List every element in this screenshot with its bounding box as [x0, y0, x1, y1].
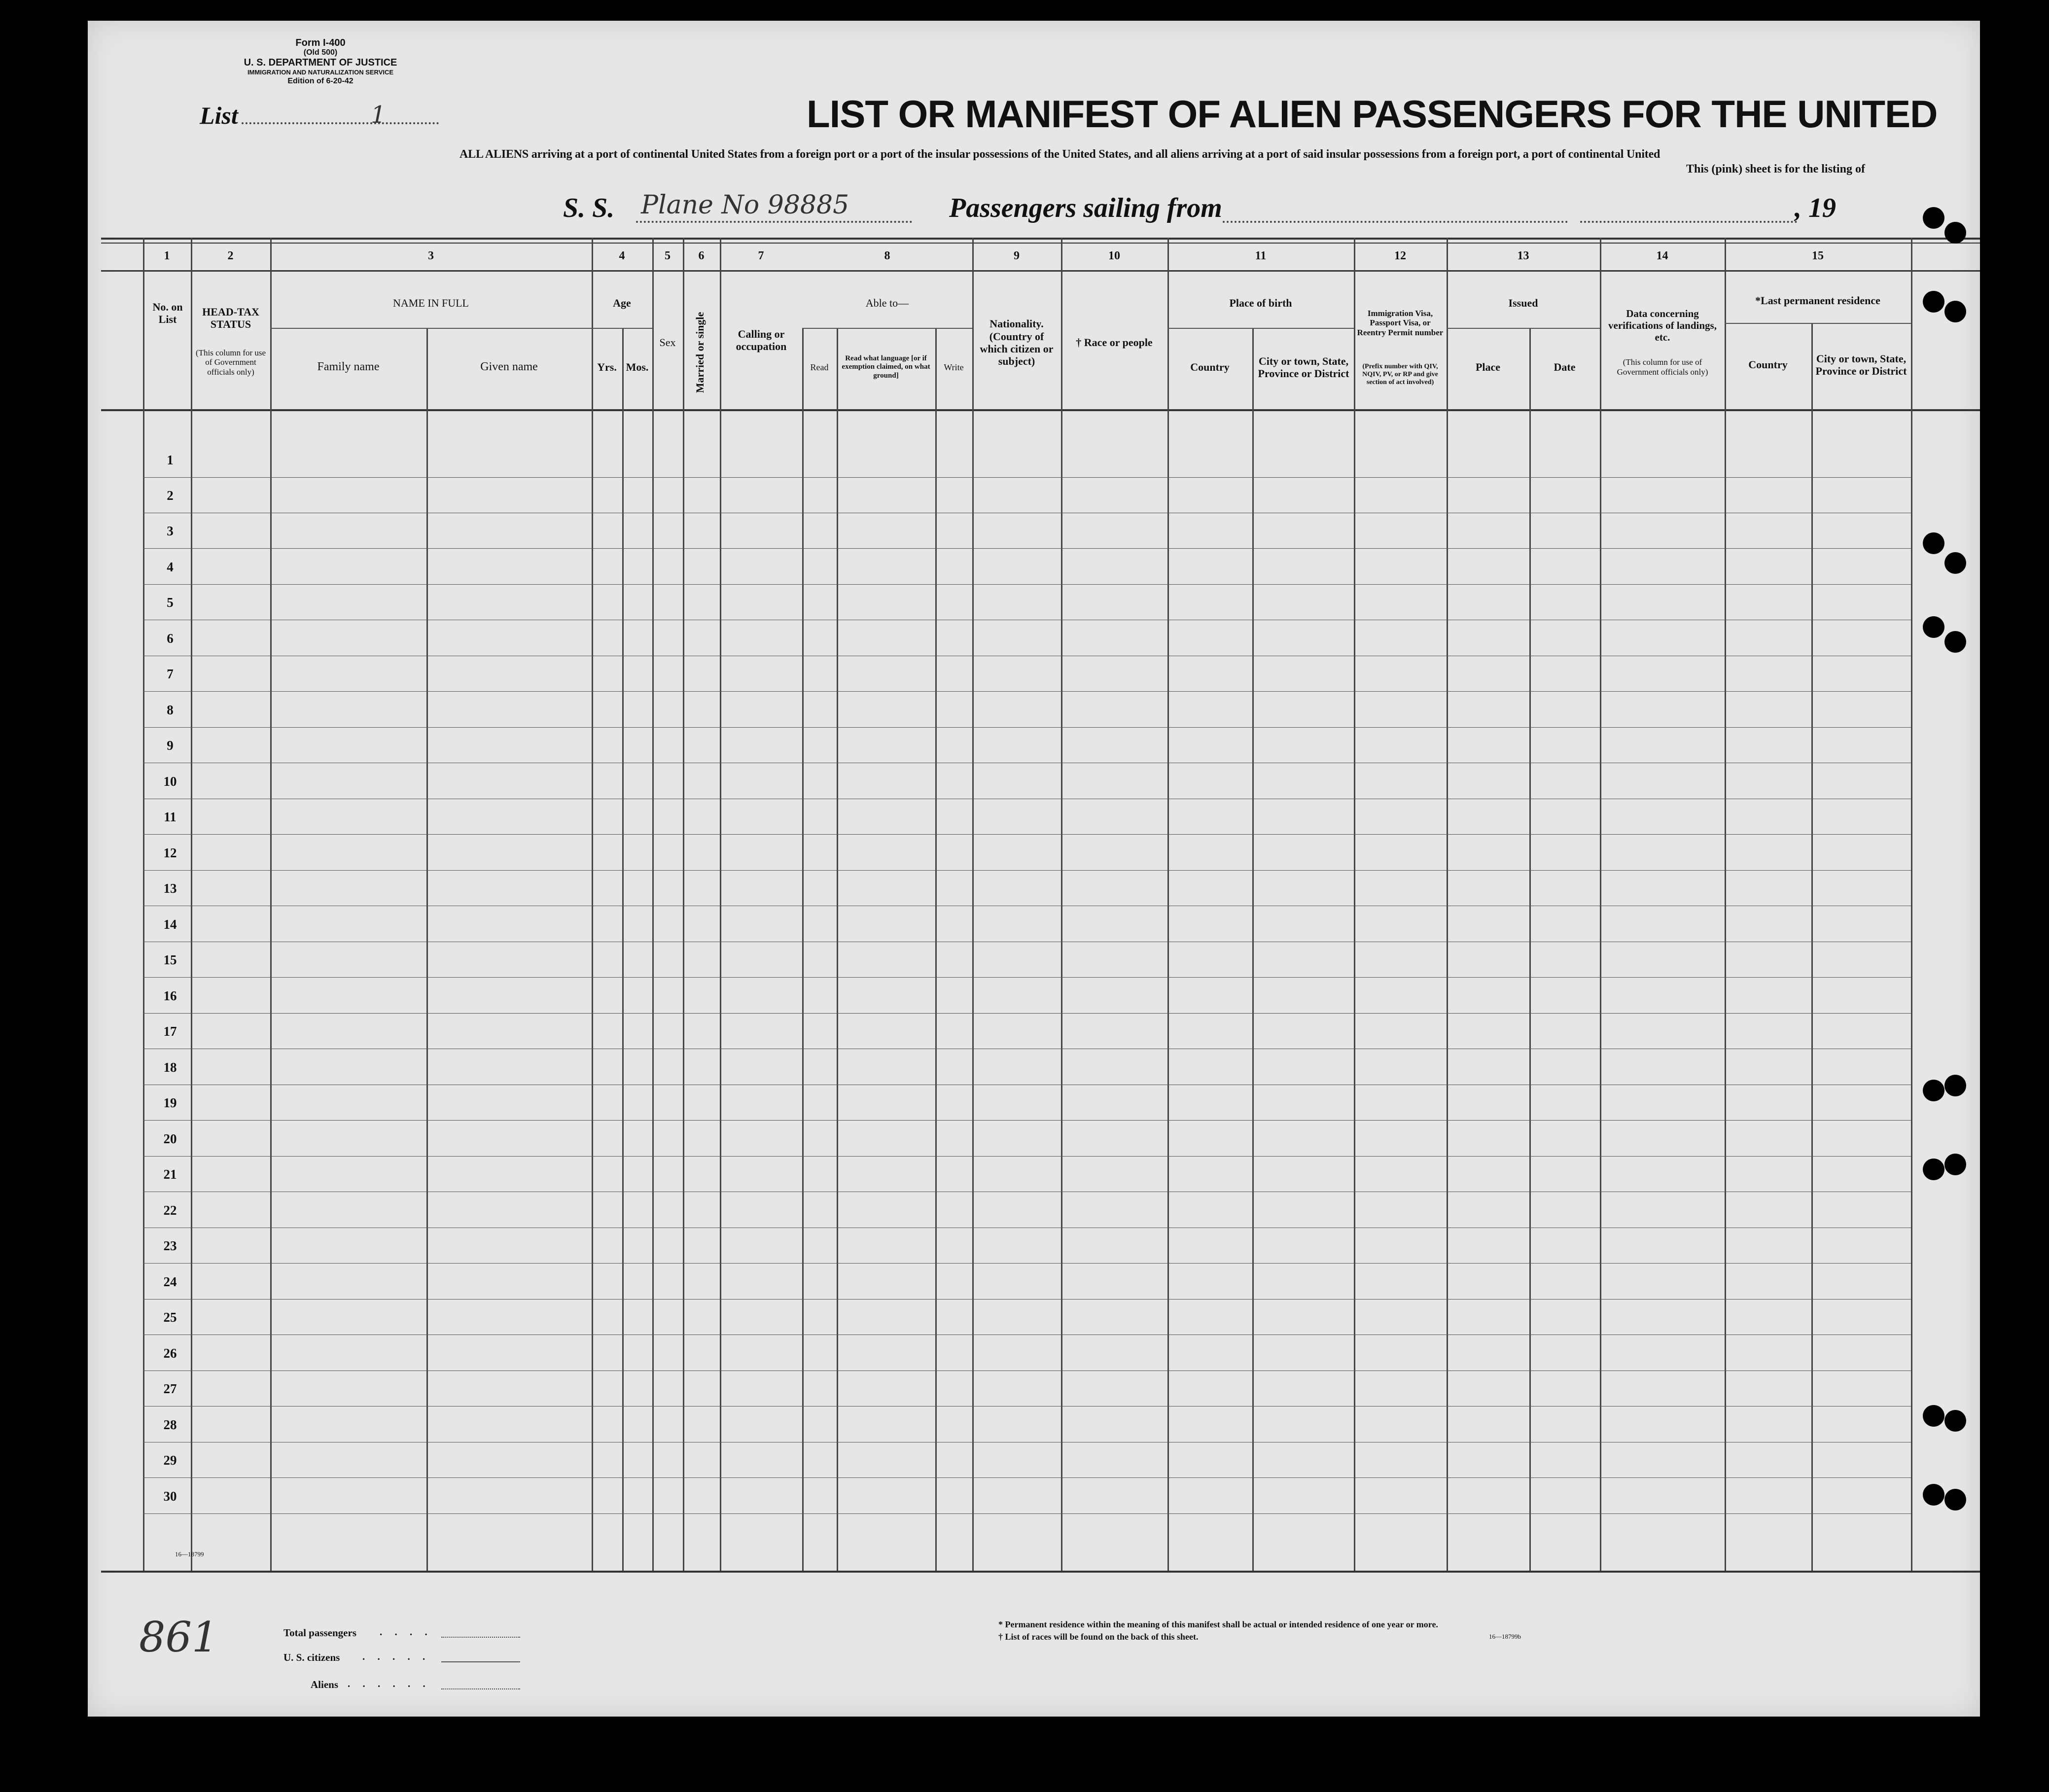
table-top-rule — [101, 238, 1980, 240]
column-number: 9 — [1014, 249, 1020, 262]
row-number: 28 — [163, 1417, 177, 1432]
us-citizens-field — [441, 1661, 520, 1662]
header-visa: Immigration Visa, Passport Visa, or Reentry Permit number — [1357, 308, 1444, 337]
punch-hole — [1944, 552, 1966, 574]
ss-value: Plane No 98885 — [641, 190, 849, 220]
header-place-of-birth: Place of birth — [1229, 297, 1292, 310]
header-read: Read — [810, 362, 829, 372]
header-last-residence: *Last permanent residence — [1755, 294, 1880, 307]
us-citizens-label: U. S. citizens — [283, 1651, 340, 1663]
sailing-from-field-line — [1223, 221, 1568, 223]
punch-hole — [1923, 1159, 1944, 1180]
print-code: 16—18799 — [175, 1550, 204, 1558]
column-number: 15 — [1812, 249, 1824, 262]
header-bottom-rule — [101, 409, 1980, 411]
row-number: 5 — [167, 595, 174, 610]
aliens-label: Aliens — [311, 1679, 339, 1690]
subtitle-line-1: ALL ALIENS arriving at a port of continental United States from a foreign port or a port of the insular possessions of the United States, and all aliens arriving at a port of said insular possessions from a foreign port, a port of continental United — [459, 148, 1660, 161]
header-yrs: Yrs. — [597, 361, 617, 374]
row-rule — [143, 1299, 1911, 1300]
row-number: 8 — [167, 703, 174, 717]
footnote-permanent-residence: * Permanent residence within the meaning of this manifest shall be actual or intended residence of one year or more. — [998, 1619, 1438, 1629]
header-family-name: Family name — [317, 360, 380, 374]
row-rule — [143, 870, 1911, 871]
header-race-or-people: † Race or people — [1076, 336, 1153, 349]
col-rule — [802, 328, 804, 1571]
row-number: 13 — [163, 881, 177, 896]
aliens-field — [441, 1688, 520, 1689]
header-residence-country: Country — [1748, 358, 1788, 371]
dot-leader: . . . . . . — [348, 1678, 430, 1689]
row-rule — [143, 584, 1911, 585]
punch-hole — [1923, 532, 1944, 554]
list-field-line — [242, 122, 439, 124]
row-number: 25 — [163, 1310, 177, 1325]
col-rule — [1529, 328, 1531, 1571]
year-label: , 19 — [1795, 193, 1836, 223]
form-old-number: (Old 500) — [303, 48, 338, 57]
col-rule — [935, 328, 937, 1571]
total-passengers-field — [441, 1637, 520, 1638]
col-rule — [1811, 323, 1813, 1571]
row-rule — [143, 548, 1911, 549]
row-number: 29 — [163, 1453, 177, 1468]
header-birth-city: City or town, State, Province or District — [1258, 354, 1349, 380]
header-write: Write — [944, 362, 964, 372]
header-married-or-single: Married or single — [694, 312, 707, 393]
header-mos: Mos. — [626, 361, 649, 374]
punch-hole — [1944, 1410, 1966, 1432]
header-able-to: Able to— — [865, 297, 909, 310]
footnote-races: † List of races will be found on the back of this sheet. — [998, 1632, 1199, 1642]
row-rule — [143, 1477, 1911, 1478]
row-number: 11 — [164, 809, 177, 824]
punch-hole — [1923, 207, 1944, 229]
column-number: 3 — [428, 249, 434, 262]
subheader-rule — [592, 328, 652, 329]
punch-hole — [1944, 222, 1966, 244]
header-nationality: Nationality. (Country of which citizen or subject) — [980, 317, 1054, 368]
punch-hole — [1923, 1080, 1944, 1101]
row-number: 26 — [163, 1346, 177, 1361]
column-number: 7 — [758, 249, 764, 262]
column-number: 2 — [227, 249, 234, 262]
column-number: 12 — [1394, 249, 1406, 262]
row-number: 10 — [163, 774, 177, 789]
column-number: 8 — [884, 249, 890, 262]
row-number: 24 — [163, 1274, 177, 1289]
row-number: 1 — [167, 453, 174, 467]
header-read-language: Read what language [or if exemption claimed, on what ground] — [842, 354, 930, 380]
header-name-in-full: NAME IN FULL — [393, 297, 469, 310]
column-number: 4 — [619, 249, 625, 262]
header-issued-place: Place — [1475, 361, 1501, 374]
header-birth-country: Country — [1190, 361, 1230, 374]
service-name: IMMIGRATION AND NATURALIZATION SERVICE — [247, 69, 394, 76]
subheader-rule — [1725, 323, 1911, 324]
header-given-name: Given name — [480, 360, 538, 374]
page-title: LIST OR MANIFEST OF ALIEN PASSENGERS FOR THE UNITED — [807, 92, 1938, 136]
edition: Edition of 6-20-42 — [287, 77, 353, 85]
row-rule — [143, 1263, 1911, 1264]
col-rule — [622, 328, 624, 1571]
row-number: 22 — [163, 1203, 177, 1218]
row-rule — [143, 977, 1911, 978]
column-number: 13 — [1517, 249, 1529, 262]
header-head-tax: HEAD-TAX STATUS — [202, 305, 259, 330]
table-bottom-rule — [101, 1571, 1980, 1573]
column-number: 5 — [665, 249, 671, 262]
header-data-concerning: Data concerning verifications of landings, etc. — [1608, 307, 1717, 344]
row-rule — [143, 691, 1911, 692]
row-number: 16 — [163, 988, 177, 1003]
total-passengers-label: Total passengers — [283, 1627, 356, 1639]
header-age: Age — [613, 297, 631, 310]
row-number: 30 — [163, 1489, 177, 1504]
row-number: 2 — [167, 488, 174, 503]
row-number: 4 — [167, 560, 174, 574]
row-number: 7 — [167, 667, 174, 681]
manifest-sheet — [88, 21, 1980, 1717]
header-visa-note: (Prefix number with QIV, NQIV, PV, or RP and give section of act involved) — [1362, 362, 1438, 387]
row-rule — [143, 834, 1911, 835]
row-number: 3 — [167, 524, 174, 538]
handwritten-page-number: 861 — [139, 1613, 218, 1661]
form-number: Form I-400 — [295, 37, 346, 48]
header-data-note: (This column for use of Government officials only) — [1617, 357, 1708, 377]
dot-leader: . . . . — [380, 1626, 432, 1638]
row-number: 15 — [163, 952, 177, 967]
header-residence-city: City or town, State, Province or District — [1815, 352, 1907, 377]
department: U. S. DEPARTMENT OF JUSTICE — [244, 57, 397, 68]
punch-hole — [1923, 1484, 1944, 1506]
header-no-on-list: No. on List — [152, 300, 183, 325]
subtitle-line-2: This (pink) sheet is for the listing of — [1686, 163, 1865, 176]
punch-hole — [1944, 1075, 1966, 1096]
list-value: 1 — [371, 101, 386, 129]
row-rule — [143, 1513, 1911, 1514]
date-field-line — [1580, 221, 1797, 223]
sailing-from-label: Passengers sailing from — [949, 193, 1222, 223]
punch-hole — [1923, 291, 1944, 313]
column-number-rule — [101, 270, 1980, 272]
row-rule — [143, 477, 1911, 478]
row-rule — [143, 1013, 1911, 1014]
punch-hole — [1923, 616, 1944, 638]
header-calling-occupation: Calling or occupation — [736, 327, 787, 352]
subheader-rule — [1167, 328, 1354, 329]
row-number: 9 — [167, 738, 174, 753]
column-number: 11 — [1255, 249, 1267, 262]
row-number: 21 — [163, 1167, 177, 1182]
row-rule — [143, 1370, 1911, 1371]
punch-hole — [1944, 631, 1966, 653]
row-number: 14 — [163, 917, 177, 932]
row-rule — [143, 1120, 1911, 1121]
list-label: List — [200, 102, 238, 129]
subheader-rule — [802, 328, 972, 329]
dot-leader: . . . . . — [362, 1651, 430, 1662]
ss-label: S. S. — [563, 193, 615, 223]
header-issued-date: Date — [1554, 361, 1576, 374]
row-number: 6 — [167, 631, 174, 646]
punch-hole — [1944, 1154, 1966, 1175]
row-number: 12 — [163, 845, 177, 860]
row-number: 23 — [163, 1238, 177, 1253]
punch-hole — [1944, 1489, 1966, 1511]
punch-hole — [1944, 301, 1966, 322]
row-number: 20 — [163, 1131, 177, 1146]
column-number: 6 — [698, 249, 705, 262]
col-rule — [837, 328, 838, 1571]
col-rule — [1911, 238, 1912, 1571]
column-number: 14 — [1656, 249, 1668, 262]
col-rule — [426, 328, 428, 1571]
row-number: 19 — [163, 1095, 177, 1110]
column-number: 10 — [1108, 249, 1120, 262]
header-issued: Issued — [1508, 297, 1538, 310]
row-rule — [143, 1156, 1911, 1157]
subheader-rule — [1447, 328, 1600, 329]
footnote-code: 16—18799b — [1489, 1633, 1521, 1640]
punch-hole — [1923, 1405, 1944, 1427]
subheader-rule — [270, 328, 592, 329]
table-top-rule-2 — [101, 243, 1980, 244]
header-head-tax-note: (This column for use of Government officials only) — [195, 348, 266, 377]
header-sex: Sex — [659, 336, 676, 349]
row-number: 18 — [163, 1060, 177, 1075]
row-number: 27 — [163, 1381, 177, 1396]
row-number: 17 — [163, 1024, 177, 1039]
ss-field-line — [636, 221, 912, 223]
col-rule — [1252, 328, 1254, 1571]
row-rule — [143, 727, 1911, 728]
column-number: 1 — [164, 249, 170, 262]
